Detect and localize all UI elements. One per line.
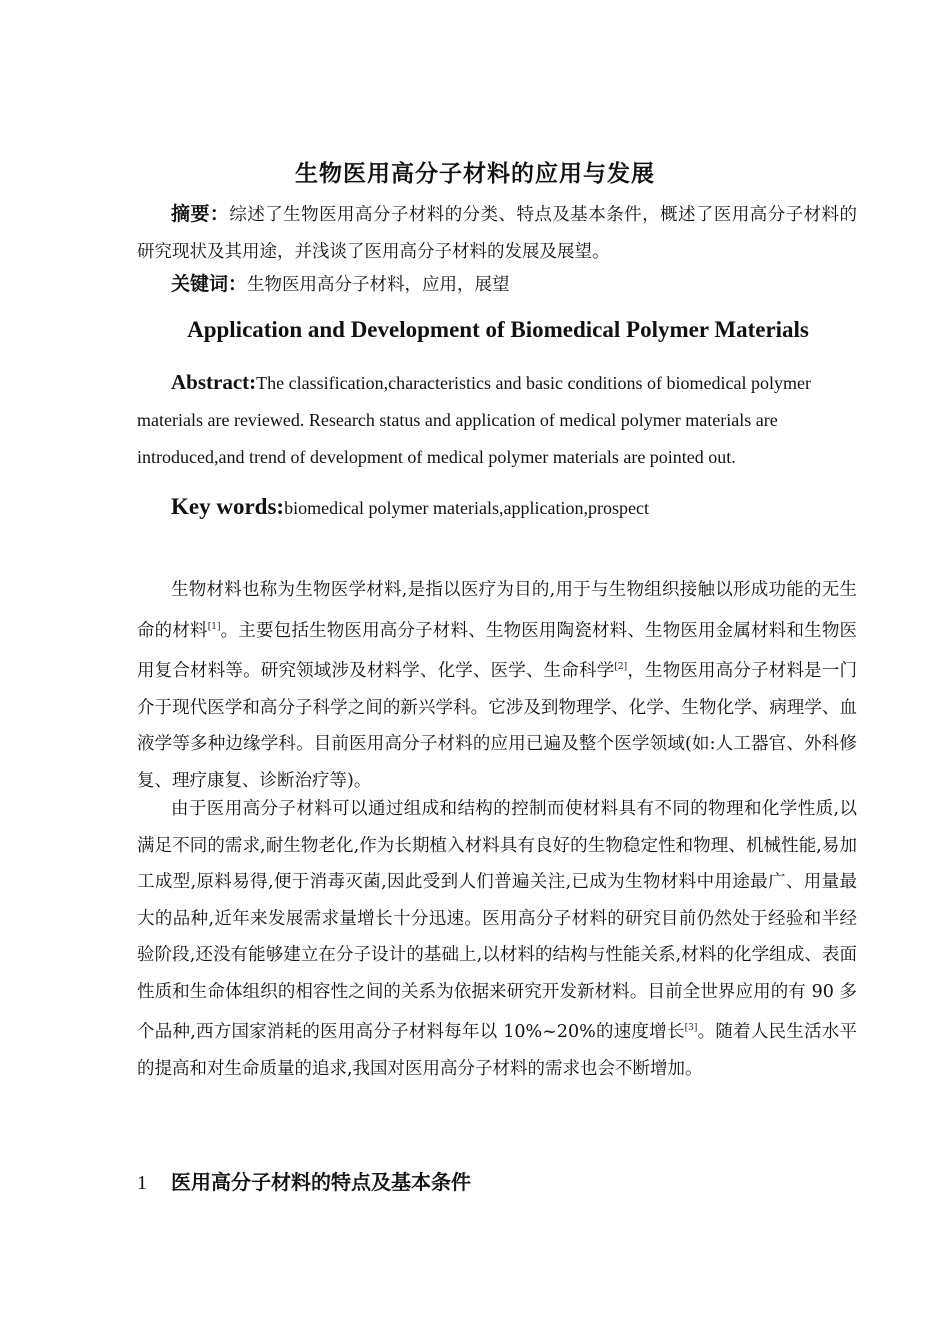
body-paragraph-2 — [137, 791, 857, 1087]
citation-ref-1: [1] — [207, 621, 221, 632]
citation-ref-2: [2] — [614, 662, 628, 672]
abstract-en-text: The classification,characteristics and basic conditions of biomedical polymer materials are reviewed. Research status and application of medical polymer materials are introduced,and trend of development of medical polymer materials are pointed out. — [137, 373, 811, 467]
body-p2-part1: 由于医用高分子材料可以通过组成和结构的控制而使材料具有不同的物理和化学性质,以满足不同的需求,耐生物老化,作为长期植入材料具有良好的生物稳定性和物理、机械性能,易加工成型,原料易得,便于消毒灭菌,因此受到人们普遍关注,已成为生物材料中用途最广、用量最大的品种,近年来发展需求量增长十分迅速。医用高分子材料的研究目前仍然处于经验和半经验阶段,还没有能够建立在分子设计的基础上,以材料的结构与性能关系,材料的化学组成、表面性质和生命体组织的相容性之间的关系为依据来研究开发新材料。目前全世界应用的有 90 多个品种,西方国家消耗的医用高分子材料每年以 10%~20%的速度增长 — [137, 799, 857, 1042]
abstract-en-label: Abstract: — [171, 370, 257, 394]
abstract-cn-text: 综述了生物医用高分子材料的分类、特点及基本条件，概述了医用高分子材料的研究现状及其用途，并浅谈了医用高分子材料的发展及展望。 — [137, 205, 857, 262]
section-title: 医用高分子材料的特点及基本条件 — [171, 1170, 471, 1194]
abstract-cn-label: 摘要： — [171, 203, 230, 225]
citation-ref-3: [3] — [684, 1023, 698, 1033]
body-p2-part2: 。随着人民生活水平的提高和对生命质量的追求,我国对医用高分子材料的需求也会不断增加。 — [137, 1022, 857, 1079]
keywords-cn — [137, 266, 857, 304]
section-number: 1 — [137, 1172, 147, 1194]
body-p1-part1: 生物材料也称为生物医学材料,是指以医疗为目的,用于与生物组织接触以形成功能的无生命的材料 — [137, 580, 857, 641]
abstract-cn — [137, 196, 857, 270]
body-p1-part3: ，生物医用高分子材料是一门介于现代医学和高分子科学之间的新兴学科。它涉及到物理学、化学、生物化学、病理学、血液学等多种边缘学科。目前医用高分子材料的应用已遍及整个医学领域(如:人工器官、外科修复、理疗康复、诊断治疗等)。 — [137, 661, 858, 791]
section-heading-1 — [137, 1166, 471, 1195]
keywords-cn-label: 关键词： — [171, 273, 248, 295]
abstract-en — [137, 364, 857, 476]
document-title-en: Application and Development of Biomedical Polymer Materials — [187, 317, 809, 342]
body-p1-part2: 。主要包括生物医用高分子材料、生物医用陶瓷材料、生物医用金属材料和生物医用复合材料等。研究领域涉及材料学、化学、医学、生命科学 — [137, 620, 858, 681]
keywords-cn-text: 生物医用高分子材料，应用，展望 — [247, 275, 510, 295]
keywords-en-text: biomedical polymer materials,application,prospect — [284, 498, 649, 518]
keywords-en — [137, 488, 857, 527]
document-title-cn: 生物医用高分子材料的应用与发展 — [295, 161, 655, 187]
keywords-en-label: Key words: — [171, 494, 285, 519]
body-paragraph-1 — [137, 572, 857, 799]
